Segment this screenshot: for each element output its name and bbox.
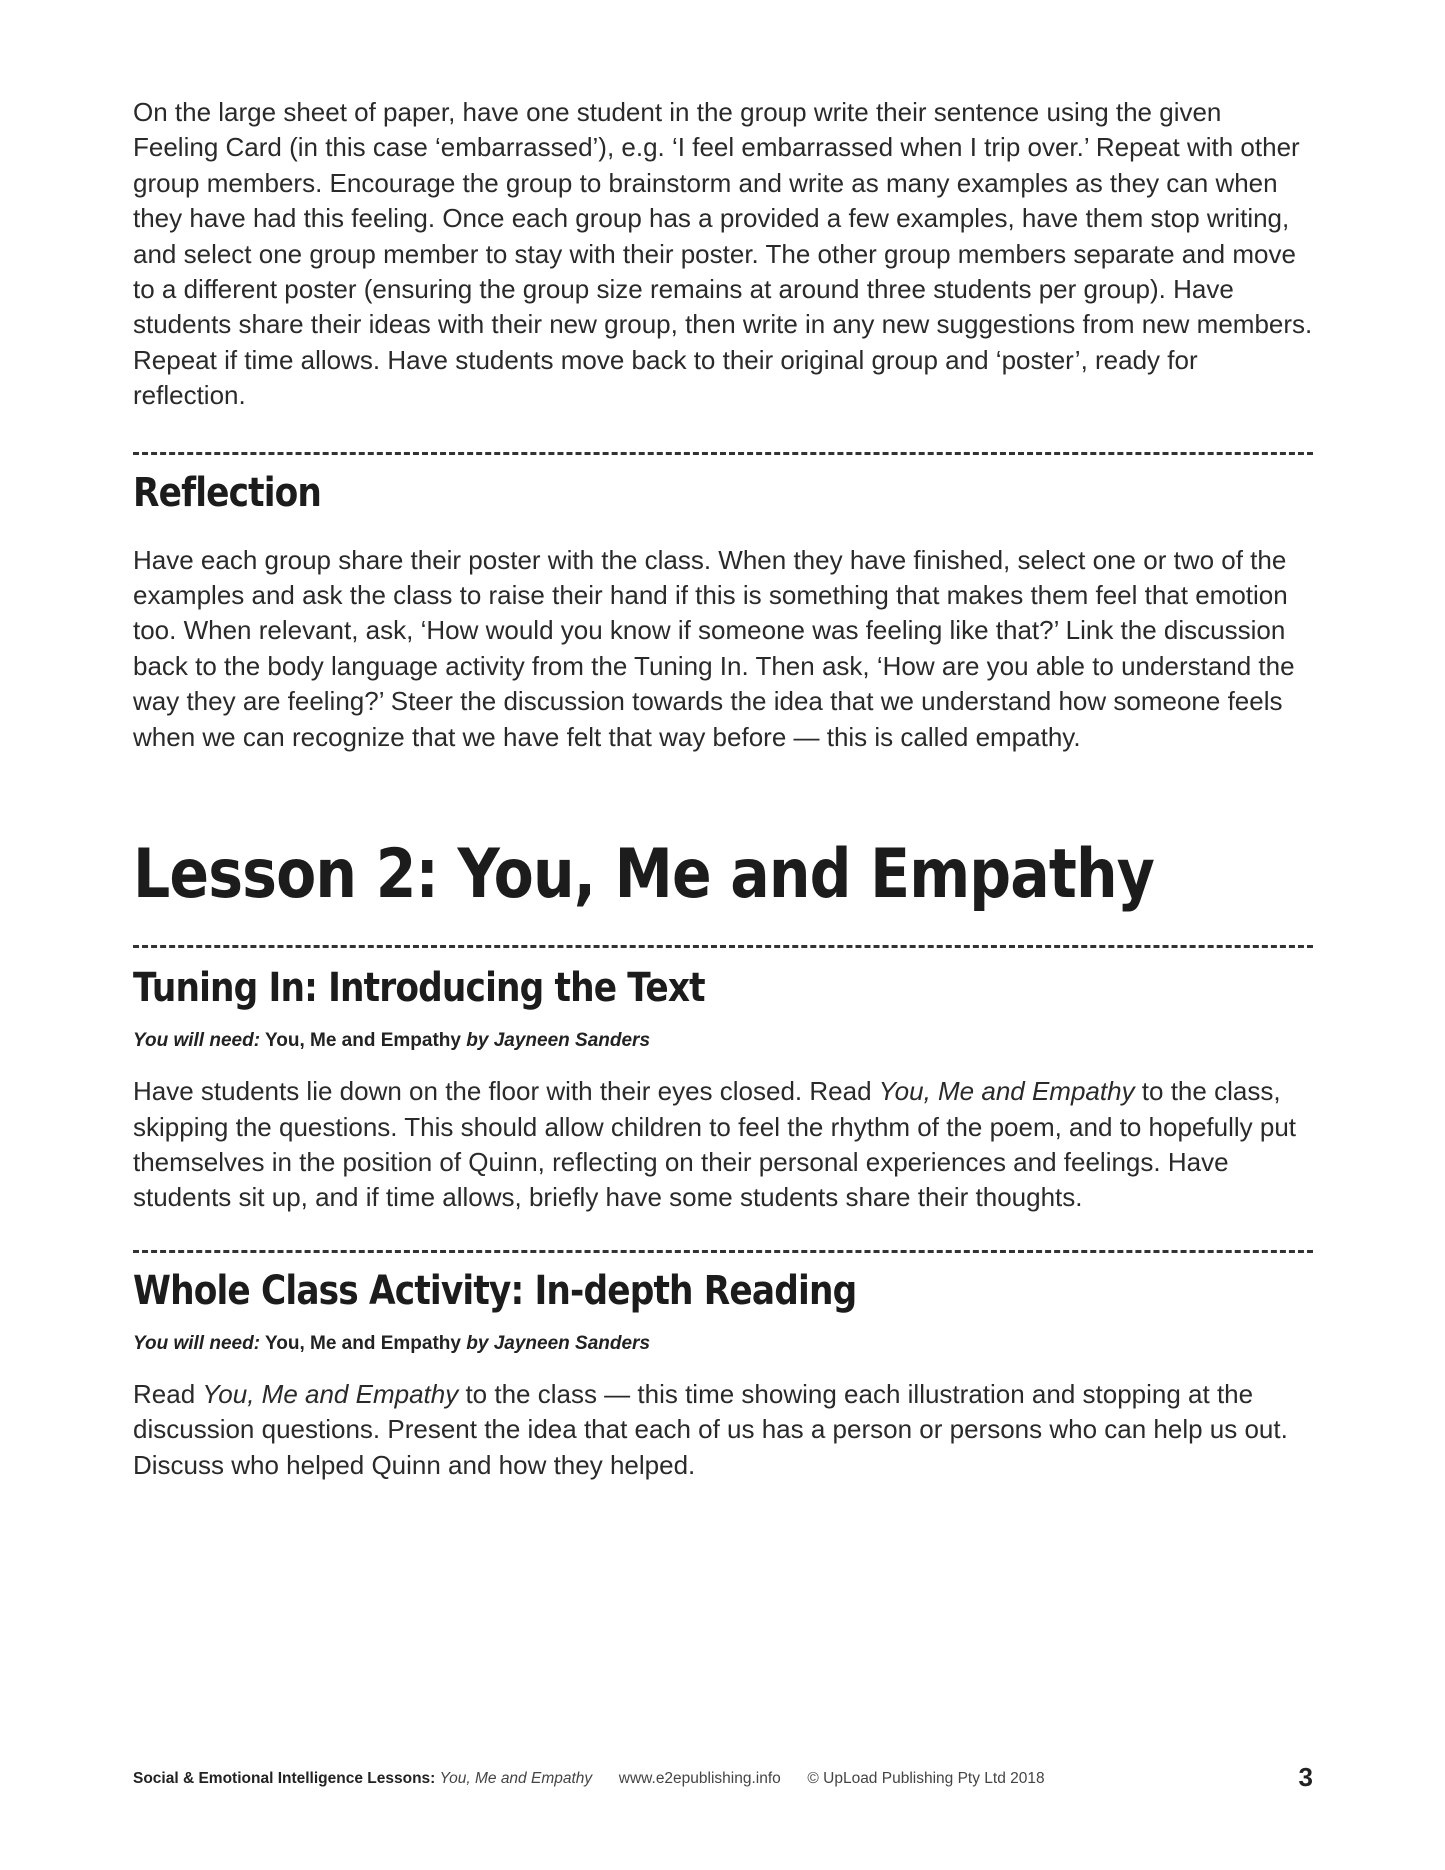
page-number: 3 — [1298, 1762, 1313, 1792]
footer-book-title: You, Me and Empathy — [439, 1770, 593, 1787]
whole-class-heading: Whole Class Activity: In-depth Reading — [133, 1267, 857, 1314]
materials-author: by Jayneen Sanders — [466, 1332, 651, 1354]
tuning-in-book-title: You, Me and Empathy — [878, 1076, 1135, 1107]
materials-author: by Jayneen Sanders — [466, 1030, 651, 1052]
intro-paragraph: On the large sheet of paper, have one student in the group write their sentence using the given Feeling Card (in this case ‘embarrassed’), e.g. ‘I feel embarrassed when I trip over.’ Repeat with other group members. Encourage the group to brainstorm and write as many examples as they can when they have had this feeling. Once each group has a provided a few examples, have them stop writing, and select one group member to stay with their poster. The other group members separate and move to a different poster (ensuring the group size remains at around three students per group). Have students share their ideas with their new group, then write in any new suggestions from new members. Repeat if time allows. Have students move back to their original group and ‘poster’, ready for reflection. — [133, 97, 1313, 411]
materials-label: You will need: — [133, 1030, 261, 1052]
materials-book-title: You, Me and Empathy — [264, 1030, 461, 1052]
whole-class-text-start: Read — [133, 1378, 203, 1409]
materials-label: You will need: — [133, 1332, 261, 1354]
footer-series: Social & Emotional Intelligence Lessons: — [133, 1770, 436, 1787]
footer-website: www.e2epublishing.info — [618, 1770, 781, 1787]
document-page — [133, 95, 1313, 1483]
tuning-in-materials — [133, 1030, 1313, 1052]
tuning-in-paragraph — [133, 1074, 1313, 1216]
tuning-in-text-end: to the class, skipping the questions. This should allow children to feel the rhythm of the poem, and to hopefully put themselves in the position of Quinn, reflecting on their personal experiences and feelings. Have students sit up, and if time allows, briefly have some students share their thoughts. — [133, 1076, 1297, 1213]
whole-class-materials — [133, 1333, 1313, 1355]
reflection-paragraph: Have each group share their poster with the class. When they have finished, select one or two of the examples and ask the class to raise their hand if this is something that makes them feel that emotion too. When relevant, ask, ‘How would you know if someone was feeling like that?’ Link the discussion back to the body language activity from the Tuning In. Then ask, ‘How are you able to understand the way they are feeling?’ Steer the discussion towards the idea that we understand how someone feels when we can recognize that we have felt that way before — this is called empathy. — [133, 544, 1295, 752]
whole-class-text-end: to the class — this time showing each illustration and stopping at the discussion questions. Present the idea that each of us has a person or persons who can help us out. Discuss who helped Quinn and how they helped. — [133, 1378, 1288, 1480]
section-divider — [133, 1250, 1313, 1253]
footer-copyright: © UpLoad Publishing Pty Ltd 2018 — [807, 1770, 1045, 1787]
reflection-heading: Reflection — [133, 469, 322, 516]
lesson-title: Lesson 2: You, Me and Empathy — [133, 835, 1155, 915]
whole-class-book-title: You, Me and Empathy — [202, 1378, 459, 1409]
section-divider — [133, 945, 1313, 948]
tuning-in-text-start: Have students lie down on the floor with their eyes closed. Read — [133, 1076, 879, 1107]
materials-book-title: You, Me and Empathy — [264, 1332, 461, 1354]
section-divider — [133, 452, 1313, 455]
page-footer — [133, 1762, 1313, 1800]
whole-class-paragraph — [133, 1377, 1313, 1483]
tuning-in-heading: Tuning In: Introducing the Text — [133, 965, 705, 1012]
